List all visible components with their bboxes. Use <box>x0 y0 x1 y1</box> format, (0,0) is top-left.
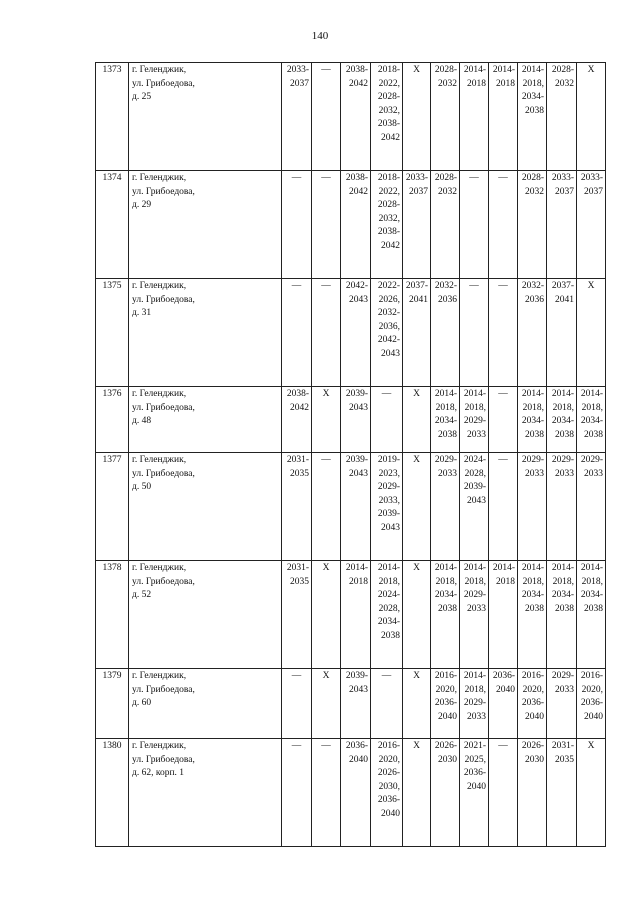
schedule-cell: 2014- 2018, 2034- 2038 <box>547 561 577 669</box>
schedule-cell: X <box>577 279 606 387</box>
schedule-cell: 2031- 2035 <box>282 561 312 669</box>
schedule-cell: — <box>489 171 518 279</box>
schedule-cell: — <box>489 387 518 453</box>
schedule-cell: 2042- 2043 <box>341 279 371 387</box>
schedule-table <box>95 62 606 847</box>
row-number: 1374 <box>96 171 129 279</box>
schedule-cell: X <box>312 669 341 739</box>
schedule-cell: 2033- 2037 <box>547 171 577 279</box>
schedule-cell: 2029- 2033 <box>577 453 606 561</box>
schedule-cell: 2014- 2018, 2034- 2038 <box>547 387 577 453</box>
row-number: 1376 <box>96 387 129 453</box>
schedule-cell: 2014- 2018, 2024- 2028, 2034- 2038 <box>371 561 403 669</box>
row-address: г. Геленджик, ул. Грибоедова, д. 31 <box>129 279 282 387</box>
schedule-cell: 2029- 2033 <box>518 453 547 561</box>
schedule-cell: — <box>312 171 341 279</box>
table-row <box>96 171 606 279</box>
schedule-cell: 2029- 2033 <box>547 453 577 561</box>
table-row <box>96 561 606 669</box>
schedule-cell: 2014- 2018, 2034- 2038 <box>518 561 547 669</box>
schedule-cell: 2033- 2037 <box>282 63 312 171</box>
schedule-cell: — <box>312 453 341 561</box>
schedule-cell: 2014- 2018, 2034- 2038 <box>518 63 547 171</box>
schedule-cell: 2018- 2022, 2028- 2032, 2038- 2042 <box>371 63 403 171</box>
row-number: 1380 <box>96 739 129 847</box>
schedule-cell: — <box>312 739 341 847</box>
row-address: г. Геленджик, ул. Грибоедова, д. 50 <box>129 453 282 561</box>
schedule-cell: 2014- 2018, 2034- 2038 <box>431 561 460 669</box>
schedule-cell: 2021- 2025, 2036- 2040 <box>460 739 489 847</box>
table-row <box>96 739 606 847</box>
schedule-cell: 2014- 2018 <box>489 63 518 171</box>
schedule-cell: X <box>577 739 606 847</box>
schedule-cell: 2031- 2035 <box>282 453 312 561</box>
schedule-cell: X <box>403 561 431 669</box>
schedule-cell: 2032- 2036 <box>431 279 460 387</box>
schedule-cell: 2016- 2020, 2036- 2040 <box>431 669 460 739</box>
schedule-cell: — <box>371 669 403 739</box>
schedule-cell: 2032- 2036 <box>518 279 547 387</box>
schedule-cell: 2014- 2018, 2029- 2033 <box>460 387 489 453</box>
schedule-cell: — <box>460 279 489 387</box>
schedule-cell: X <box>403 453 431 561</box>
schedule-cell: — <box>312 63 341 171</box>
table-row <box>96 279 606 387</box>
schedule-cell: 2028- 2032 <box>431 171 460 279</box>
schedule-cell: X <box>403 739 431 847</box>
row-address: г. Геленджик, ул. Грибоедова, д. 29 <box>129 171 282 279</box>
schedule-cell: X <box>403 387 431 453</box>
row-number: 1375 <box>96 279 129 387</box>
schedule-cell: 2014- 2018, 2034- 2038 <box>577 387 606 453</box>
row-address: г. Геленджик, ул. Грибоедова, д. 62, корп. 1 <box>129 739 282 847</box>
schedule-cell: — <box>282 669 312 739</box>
schedule-cell: 2028- 2032 <box>547 63 577 171</box>
schedule-cell: 2026- 2030 <box>518 739 547 847</box>
schedule-cell: X <box>403 669 431 739</box>
table-row <box>96 387 606 453</box>
table-row <box>96 669 606 739</box>
row-address: г. Геленджик, ул. Грибоедова, д. 60 <box>129 669 282 739</box>
schedule-cell: 2014- 2018, 2034- 2038 <box>518 387 547 453</box>
schedule-cell: 2014- 2018 <box>460 63 489 171</box>
schedule-cell: 2022- 2026, 2032- 2036, 2042- 2043 <box>371 279 403 387</box>
schedule-cell: 2039- 2043 <box>341 453 371 561</box>
row-number: 1379 <box>96 669 129 739</box>
schedule-cell: 2033- 2037 <box>403 171 431 279</box>
schedule-cell: 2014- 2018, 2034- 2038 <box>431 387 460 453</box>
schedule-cell: — <box>282 739 312 847</box>
row-number: 1373 <box>96 63 129 171</box>
schedule-cell: 2014- 2018 <box>341 561 371 669</box>
schedule-cell: 2033- 2037 <box>577 171 606 279</box>
schedule-cell: 2038- 2042 <box>341 63 371 171</box>
schedule-cell: 2037- 2041 <box>547 279 577 387</box>
schedule-cell: 2018- 2022, 2028- 2032, 2038- 2042 <box>371 171 403 279</box>
page-number: 140 <box>311 30 329 42</box>
schedule-cell: 2039- 2043 <box>341 669 371 739</box>
schedule-cell: — <box>489 279 518 387</box>
schedule-cell: — <box>282 279 312 387</box>
schedule-cell: 2019- 2023, 2029- 2033, 2039- 2043 <box>371 453 403 561</box>
schedule-cell: 2037- 2041 <box>403 279 431 387</box>
row-number: 1377 <box>96 453 129 561</box>
schedule-cell: — <box>460 171 489 279</box>
row-number: 1378 <box>96 561 129 669</box>
schedule-cell: X <box>403 63 431 171</box>
schedule-cell: 2036- 2040 <box>341 739 371 847</box>
row-address: г. Геленджик, ул. Грибоедова, д. 48 <box>129 387 282 453</box>
schedule-cell: — <box>371 387 403 453</box>
schedule-cell: X <box>577 63 606 171</box>
schedule-cell: 2036- 2040 <box>489 669 518 739</box>
schedule-cell: 2014- 2018, 2029- 2033 <box>460 669 489 739</box>
schedule-cell: 2029- 2033 <box>431 453 460 561</box>
schedule-cell: — <box>489 739 518 847</box>
schedule-cell: X <box>312 387 341 453</box>
schedule-cell: — <box>312 279 341 387</box>
table-row <box>96 453 606 561</box>
schedule-cell: 2038- 2042 <box>282 387 312 453</box>
schedule-cell: 2014- 2018, 2029- 2033 <box>460 561 489 669</box>
schedule-cell: 2014- 2018, 2034- 2038 <box>577 561 606 669</box>
schedule-cell: X <box>312 561 341 669</box>
schedule-cell: — <box>489 453 518 561</box>
row-address: г. Геленджик, ул. Грибоедова, д. 52 <box>129 561 282 669</box>
schedule-cell: 2026- 2030 <box>431 739 460 847</box>
schedule-cell: 2016- 2020, 2036- 2040 <box>518 669 547 739</box>
schedule-cell: 2016- 2020, 2026- 2030, 2036- 2040 <box>371 739 403 847</box>
schedule-cell: 2028- 2032 <box>518 171 547 279</box>
table-row <box>96 63 606 171</box>
schedule-cell: 2031- 2035 <box>547 739 577 847</box>
schedule-cell: 2014- 2018 <box>489 561 518 669</box>
row-address: г. Геленджик, ул. Грибоедова, д. 25 <box>129 63 282 171</box>
schedule-cell: 2024- 2028, 2039- 2043 <box>460 453 489 561</box>
schedule-cell: 2029- 2033 <box>547 669 577 739</box>
schedule-cell: — <box>282 171 312 279</box>
schedule-cell: 2028- 2032 <box>431 63 460 171</box>
schedule-cell: 2016- 2020, 2036- 2040 <box>577 669 606 739</box>
schedule-cell: 2038- 2042 <box>341 171 371 279</box>
schedule-cell: 2039- 2043 <box>341 387 371 453</box>
